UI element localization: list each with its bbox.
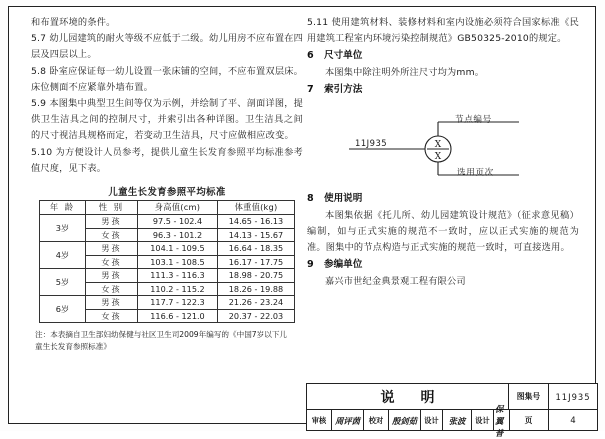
section-6-number: 6 bbox=[307, 50, 314, 62]
cell-sex: 男孩 bbox=[86, 242, 138, 255]
table-row bbox=[40, 215, 295, 228]
clause-5-11: 5.11 使用建筑材料、装修材料和室内设施必须符合国家标准《民用建筑工程室内环境污染控制规范》GB50325-2010的规定。 bbox=[307, 17, 579, 45]
section-9-heading bbox=[307, 257, 579, 273]
header-sex: 性 别 bbox=[86, 201, 138, 215]
index-symbol-diagram bbox=[307, 104, 579, 190]
index-symbol-svg bbox=[307, 104, 579, 190]
svg-text:X: X bbox=[434, 140, 442, 151]
section-8-body: 本图集依据《托儿所、幼儿园建筑设计规范》（征求意见稿）编制，如与正式实施的规范不一致时，应以正式实施的规范为准。图集中的节点构造与正式实施的规范一致时，可直接选用。 bbox=[307, 209, 579, 254]
section-6-heading bbox=[307, 48, 579, 64]
cell-weight: 18.98 - 20.75 bbox=[218, 269, 295, 282]
page-number-label: 页 bbox=[509, 410, 549, 431]
section-9-title: 参编单位 bbox=[324, 259, 363, 271]
cell-sex: 女孩 bbox=[86, 255, 138, 268]
cell-height: 104.1 - 109.5 bbox=[138, 242, 218, 255]
design-signature-1: 张波 bbox=[443, 410, 472, 431]
section-8-number: 8 bbox=[307, 193, 314, 205]
index-atlas-code: 11J935 bbox=[355, 138, 388, 149]
cell-weight: 21.26 - 23.24 bbox=[218, 296, 295, 309]
section-6-title: 尺寸单位 bbox=[324, 50, 363, 62]
design-label-1: 设计 bbox=[421, 410, 443, 431]
signature-row bbox=[307, 403, 509, 438]
header-age: 年 龄 bbox=[40, 201, 86, 215]
cell-height: 96.3 - 101.2 bbox=[138, 228, 218, 241]
table-row bbox=[40, 242, 295, 255]
cell-weight: 18.26 - 19.88 bbox=[218, 282, 295, 295]
sheet-title: 说明 bbox=[307, 384, 509, 409]
section-7-title: 索引方法 bbox=[324, 84, 363, 96]
cell-sex: 女孩 bbox=[86, 309, 138, 322]
continuation-paragraph: 和布置环境的条件。 bbox=[31, 17, 116, 28]
cell-age: 3岁 bbox=[40, 215, 86, 242]
cell-weight: 16.64 - 18.35 bbox=[218, 242, 295, 255]
drawing-frame bbox=[8, 6, 596, 438]
clause-5-10: 5.10 为方便设计人员参考，提供儿童生长发育参照平均标准参考值尺度，见下表。 bbox=[31, 146, 303, 174]
cell-height: 110.2 - 115.2 bbox=[138, 282, 218, 295]
design-label-2: 设计 bbox=[472, 410, 494, 431]
table-header-row bbox=[40, 201, 295, 215]
proofread-label: 校对 bbox=[364, 410, 389, 431]
cell-weight: 14.65 - 16.13 bbox=[218, 215, 295, 228]
cell-weight: 20.37 - 22.03 bbox=[218, 309, 295, 322]
cell-weight: 14.13 - 15.67 bbox=[218, 228, 295, 241]
index-page-label: 选用页次 bbox=[457, 168, 494, 179]
svg-text:X: X bbox=[434, 152, 442, 163]
growth-table-title: 儿童生长发育参照平均标准 bbox=[108, 187, 226, 199]
cell-weight: 16.17 - 17.75 bbox=[218, 255, 295, 268]
atlas-number-label: 图集号 bbox=[509, 384, 549, 409]
growth-table bbox=[39, 200, 295, 323]
clause-5-8: 5.8 卧室应保证每一幼儿设置一张床铺的空间，不应布置双层床。床位侧面不应紧靠外墙布置。 bbox=[31, 65, 303, 93]
section-9-number: 9 bbox=[307, 259, 314, 271]
review-signature: 周评茵 bbox=[332, 410, 364, 431]
clause-5-7: 5.7 幼儿园建筑的耐火等级不应低于二级。幼儿用房不应布置在四层及四层以上。 bbox=[31, 33, 303, 61]
section-7-number: 7 bbox=[307, 84, 314, 96]
clause-5-9: 5.9 本图集中典型卫生间等仅为示例，并绘制了平、剖面详图，提供卫生洁具之间的控制尺寸，并索引出各种详图。卫生洁具之间的尺寸视洁具规格而定，若变动卫生洁具，尺寸应做相应改变。 bbox=[31, 98, 303, 142]
cell-height: 103.1 - 108.5 bbox=[138, 255, 218, 268]
cell-height: 97.5 - 102.4 bbox=[138, 215, 218, 228]
title-block bbox=[306, 383, 598, 438]
review-label: 审核 bbox=[307, 410, 332, 431]
cell-height: 116.6 - 121.0 bbox=[138, 309, 218, 322]
cell-sex: 女孩 bbox=[86, 282, 138, 295]
table-note bbox=[35, 329, 287, 352]
page-number-value: 4 bbox=[570, 415, 576, 426]
cell-height: 117.7 - 122.3 bbox=[138, 296, 218, 309]
index-node-label: 节点编号 bbox=[455, 115, 492, 126]
cell-sex: 女孩 bbox=[86, 228, 138, 241]
table-note-label: 注： bbox=[35, 330, 51, 340]
table-row bbox=[40, 269, 295, 282]
table-note-text: 本表摘自卫生部妇幼保健与社区卫生司2009年编写的《中国7岁以下儿童生长发育参照标准》 bbox=[35, 330, 288, 351]
cell-age: 4岁 bbox=[40, 242, 86, 269]
cell-sex: 男孩 bbox=[86, 269, 138, 282]
cell-age: 6岁 bbox=[40, 296, 86, 323]
cell-age: 5岁 bbox=[40, 269, 86, 296]
section-8-heading bbox=[307, 191, 579, 207]
right-column bbox=[307, 15, 579, 375]
cell-height: 111.3 - 116.3 bbox=[138, 269, 218, 282]
title-block-upper-row bbox=[307, 384, 597, 410]
proofread-signature: 殷剑茹 bbox=[389, 410, 421, 431]
section-6-body: 本图集中除注明外所注尺寸均为mm。 bbox=[325, 66, 485, 78]
header-height: 身高值(cm) bbox=[138, 201, 218, 215]
design-signature-2: 保翼普 bbox=[495, 403, 504, 438]
section-9-body: 嘉兴市世纪金典景观工程有限公司 bbox=[325, 275, 466, 287]
header-weight: 体重值(kg) bbox=[218, 201, 295, 215]
section-7-heading bbox=[307, 82, 579, 98]
cell-sex: 男孩 bbox=[86, 215, 138, 228]
left-column bbox=[31, 15, 303, 375]
cell-sex: 男孩 bbox=[86, 296, 138, 309]
atlas-number-value: 11J935 bbox=[555, 391, 591, 402]
table-row bbox=[40, 296, 295, 309]
content-columns bbox=[19, 15, 589, 375]
section-8-title: 使用说明 bbox=[324, 193, 363, 205]
